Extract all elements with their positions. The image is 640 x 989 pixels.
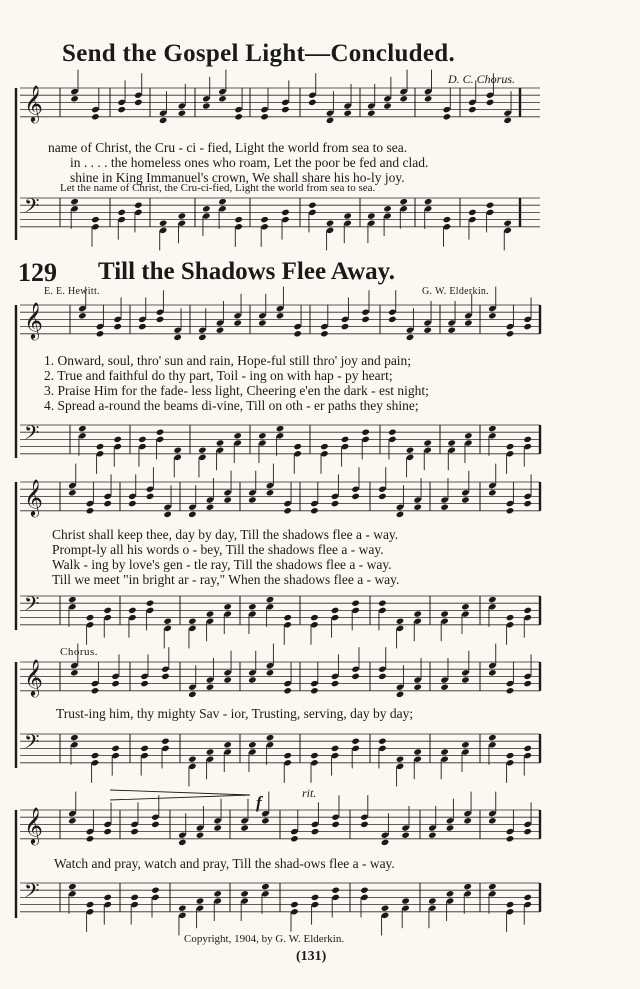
note-head	[461, 603, 470, 610]
note-head	[96, 330, 105, 337]
note-head	[311, 828, 320, 835]
note-head	[293, 330, 302, 337]
note-head	[468, 106, 477, 113]
note-head	[130, 894, 139, 901]
note-head	[86, 507, 95, 514]
note-head	[424, 95, 433, 102]
note-head	[343, 212, 352, 219]
note-head	[341, 323, 350, 330]
note-head	[440, 748, 449, 755]
note-head	[202, 102, 211, 109]
note-head	[283, 752, 292, 759]
note-head	[70, 734, 79, 741]
page-title-top: Send the Gospel Light—Concluded.	[62, 40, 456, 67]
verse-b-line-4: Till we meet "in bright ar - ray," When the shadows flee a - way.	[52, 572, 400, 587]
note-head	[261, 817, 270, 824]
note-head	[188, 618, 197, 625]
note-head	[202, 205, 211, 212]
chorus-line-b: Watch and pray, watch and pray, Till the shad-ows flee a - way.	[54, 856, 395, 871]
note-head	[140, 745, 149, 752]
note-head	[310, 687, 319, 694]
note-head	[173, 334, 182, 341]
note-head	[378, 600, 387, 607]
treble-clef-icon: 𝄞	[24, 478, 43, 516]
treble-clef-icon: 𝄞	[24, 301, 43, 339]
note-head	[134, 99, 143, 106]
note-head	[70, 95, 79, 102]
note-head	[134, 202, 143, 209]
note-head	[68, 817, 77, 824]
note-head	[156, 316, 165, 323]
note-head	[70, 669, 79, 676]
note-head	[91, 752, 100, 759]
note-head	[240, 824, 249, 831]
note-head	[428, 897, 437, 904]
note-head	[86, 901, 95, 908]
note-head	[413, 748, 422, 755]
note-head	[258, 319, 267, 326]
note-head	[523, 323, 532, 330]
note-head	[523, 680, 532, 687]
note-head	[446, 824, 455, 831]
note-head	[206, 748, 215, 755]
note-head	[138, 436, 147, 443]
note-head	[506, 443, 515, 450]
note-head	[261, 883, 270, 890]
note-head	[178, 212, 187, 219]
note-head	[248, 603, 257, 610]
note-head	[111, 680, 120, 687]
note-head	[223, 741, 232, 748]
crescendo-hairpin	[110, 790, 250, 800]
note-head	[223, 676, 232, 683]
note-head	[78, 425, 87, 432]
note-head	[198, 447, 207, 454]
note-head	[68, 489, 77, 496]
note-head	[68, 596, 77, 603]
note-head	[320, 330, 329, 337]
treble-clef-icon: 𝄞	[24, 84, 43, 122]
note-head	[406, 447, 415, 454]
note-head	[156, 429, 165, 436]
note-head	[331, 821, 340, 828]
note-head	[146, 600, 155, 607]
note-head	[383, 102, 392, 109]
note-head	[218, 198, 227, 205]
note-head	[163, 618, 172, 625]
note-head	[423, 327, 432, 334]
note-head	[310, 752, 319, 759]
note-head	[188, 691, 197, 698]
note-head	[103, 500, 112, 507]
note-head	[103, 894, 112, 901]
note-head	[234, 113, 243, 120]
verse-b-line-3: Walk - ing by love's gen - tle ray, Till the shadows flee a - way.	[52, 557, 392, 572]
note-head	[68, 883, 77, 890]
note-head	[331, 607, 340, 614]
note-head	[506, 687, 515, 694]
note-head	[206, 504, 215, 511]
note-head	[111, 745, 120, 752]
note-head	[488, 817, 497, 824]
note-head	[128, 500, 137, 507]
note-head	[178, 839, 187, 846]
note-head	[146, 493, 155, 500]
note-head	[188, 511, 197, 518]
note-head	[331, 745, 340, 752]
note-head	[360, 821, 369, 828]
note-head	[378, 673, 387, 680]
note-head	[113, 436, 122, 443]
note-head	[159, 117, 168, 124]
note-head	[446, 890, 455, 897]
note-head	[396, 618, 405, 625]
note-head	[351, 493, 360, 500]
note-head	[258, 432, 267, 439]
composer: G. W. Elderkin.	[422, 286, 489, 297]
note-head	[486, 202, 495, 209]
note-head	[523, 607, 532, 614]
note-head	[351, 600, 360, 607]
note-head	[151, 887, 160, 894]
note-head	[213, 890, 222, 897]
note-head	[276, 312, 285, 319]
note-head	[388, 429, 397, 436]
note-head	[331, 680, 340, 687]
note-head	[117, 106, 126, 113]
note-head	[140, 680, 149, 687]
note-head	[423, 439, 432, 446]
dynamic-rit: rit.	[302, 786, 317, 800]
note-head	[523, 500, 532, 507]
treble-clef-icon: 𝄞	[24, 806, 43, 844]
note-head	[163, 511, 172, 518]
page-number: (131)	[296, 949, 327, 964]
note-head	[290, 835, 299, 842]
note-head	[447, 327, 456, 334]
top-verse-line-1: name of Christ, the Cru - ci - fied, Light the world from sea to sea.	[48, 140, 408, 155]
note-head	[360, 887, 369, 894]
note-head	[396, 511, 405, 518]
note-head	[216, 327, 225, 334]
note-head	[311, 894, 320, 901]
note-head	[138, 323, 147, 330]
treble-clef-icon: 𝄞	[24, 658, 43, 696]
note-head	[401, 897, 410, 904]
note-head	[424, 198, 433, 205]
note-head	[428, 832, 437, 839]
note-head	[117, 209, 126, 216]
note-head	[440, 504, 449, 511]
verse-a-line-1: 1. Onward, soul, thro' sun and rain, Hope-ful still thro' joy and pain;	[44, 353, 412, 368]
note-head	[283, 614, 292, 621]
note-head	[213, 824, 222, 831]
note-head	[178, 905, 187, 912]
note-head	[440, 610, 449, 617]
note-head	[86, 835, 95, 842]
note-head	[399, 198, 408, 205]
note-head	[266, 596, 275, 603]
note-head	[266, 669, 275, 676]
verse-a-line-4: 4. Spread a-round the beams di-vine, Till on oth - er paths they shine;	[44, 398, 419, 413]
bass-clef-icon: 𝄢	[24, 879, 40, 907]
note-head	[310, 614, 319, 621]
note-head	[223, 496, 232, 503]
verse-a-line-3: 3. Praise Him for the fade- less light, Cheering e'en the dark - est night;	[44, 383, 429, 398]
note-head	[351, 673, 360, 680]
note-head	[283, 507, 292, 514]
note-head	[413, 684, 422, 691]
note-head	[218, 95, 227, 102]
note-head	[488, 883, 497, 890]
note-head	[447, 439, 456, 446]
copyright-notice: Copyright, 1904, by G. W. Elderkin.	[184, 933, 345, 945]
note-head	[461, 741, 470, 748]
note-head	[173, 447, 182, 454]
note-head	[161, 738, 170, 745]
note-head	[151, 821, 160, 828]
note-head	[260, 216, 269, 223]
note-head	[233, 319, 242, 326]
note-head	[378, 493, 387, 500]
note-head	[523, 436, 532, 443]
note-head	[506, 614, 515, 621]
chorus-label: Chorus.	[60, 646, 99, 658]
note-head	[196, 832, 205, 839]
note-head	[103, 607, 112, 614]
note-head	[486, 99, 495, 106]
note-head	[396, 756, 405, 763]
note-head	[159, 220, 168, 227]
note-head	[503, 117, 512, 124]
verse-b-line-1: Christ shall keep thee, day by day, Till the shadows flee a - way.	[52, 527, 399, 542]
note-head	[103, 828, 112, 835]
note-head	[281, 209, 290, 216]
note-head	[523, 745, 532, 752]
note-head	[506, 901, 515, 908]
note-head	[399, 95, 408, 102]
note-head	[383, 205, 392, 212]
note-head	[378, 738, 387, 745]
note-head	[367, 212, 376, 219]
note-head	[91, 687, 100, 694]
note-head	[188, 756, 197, 763]
note-head	[396, 691, 405, 698]
note-head	[308, 99, 317, 106]
note-head	[343, 110, 352, 117]
top-verse-line-3: shine in King Immanuel's crown, We shall share his ho-ly joy.	[70, 170, 405, 185]
note-head	[234, 216, 243, 223]
note-head	[130, 828, 139, 835]
note-head	[281, 106, 290, 113]
note-head	[248, 741, 257, 748]
note-head	[266, 734, 275, 741]
note-head	[248, 496, 257, 503]
note-head	[326, 117, 335, 124]
dynamic-forte: f	[256, 793, 262, 812]
note-head	[326, 220, 335, 227]
note-head	[361, 316, 370, 323]
note-head	[506, 752, 515, 759]
note-head	[206, 684, 215, 691]
note-head	[506, 507, 515, 514]
note-head	[381, 905, 390, 912]
note-head	[276, 425, 285, 432]
note-head	[293, 443, 302, 450]
note-head	[351, 738, 360, 745]
note-head	[331, 500, 340, 507]
bass-clef-icon: 𝄢	[24, 592, 40, 620]
note-head	[196, 897, 205, 904]
note-head	[488, 669, 497, 676]
note-head	[413, 504, 422, 511]
note-head	[463, 817, 472, 824]
note-head	[91, 113, 100, 120]
hymn-title: Till the Shadows Flee Away.	[98, 258, 396, 285]
note-head	[413, 610, 422, 617]
note-head	[128, 607, 137, 614]
bass-clef-icon: 𝄢	[24, 730, 40, 758]
top-verse-line-2: in . . . . the homeless ones who roam, Let the poor be fed and clad.	[70, 155, 429, 170]
note-head	[86, 614, 95, 621]
note-head	[381, 839, 390, 846]
note-head	[463, 883, 472, 890]
bass-clef-icon: 𝄢	[24, 421, 40, 449]
lyricist: E. E. Hewitt.	[44, 286, 100, 297]
note-head	[78, 312, 87, 319]
note-head	[113, 323, 122, 330]
note-head	[468, 209, 477, 216]
note-head	[341, 436, 350, 443]
note-head	[523, 894, 532, 901]
note-head	[506, 330, 515, 337]
note-head	[283, 687, 292, 694]
note-head	[310, 507, 319, 514]
note-head	[488, 425, 497, 432]
note-head	[206, 610, 215, 617]
top-bass-lyric: Let the name of Christ, the Cru-ci-fied, Light the world from sea to sea.	[60, 182, 376, 194]
note-head	[523, 828, 532, 835]
note-head	[223, 603, 232, 610]
chorus-line-a: Trust-ing him, thy mighty Sav - ior, Trusting, serving, day by day;	[56, 706, 414, 721]
note-head	[161, 673, 170, 680]
verse-b-line-2: Prompt-ly all his words o - bey, Till the shadows flee a - way.	[52, 542, 384, 557]
note-head	[198, 334, 207, 341]
note-head	[443, 216, 452, 223]
note-head	[488, 312, 497, 319]
hymn-number: 129	[18, 258, 57, 287]
note-head	[461, 676, 470, 683]
note-head	[388, 316, 397, 323]
note-head	[461, 496, 470, 503]
note-head	[464, 432, 473, 439]
note-head	[240, 890, 249, 897]
verse-a-line-2: 2. True and faithful do thy part, Toil - ing on with hap - py heart;	[44, 368, 393, 383]
note-head	[488, 489, 497, 496]
note-head	[91, 216, 100, 223]
note-head	[216, 439, 225, 446]
note-head	[96, 443, 105, 450]
note-head	[331, 887, 340, 894]
note-head	[488, 596, 497, 603]
note-head	[440, 684, 449, 691]
note-head	[503, 220, 512, 227]
bass-clef-icon: 𝄢	[24, 194, 40, 222]
note-head	[178, 110, 187, 117]
note-head	[464, 319, 473, 326]
note-head	[233, 432, 242, 439]
note-head	[70, 198, 79, 205]
note-head	[266, 489, 275, 496]
note-head	[361, 429, 370, 436]
dc-chorus-marking: D. C. Chorus.	[448, 72, 516, 86]
note-head	[367, 110, 376, 117]
note-head	[506, 835, 515, 842]
note-head	[248, 676, 257, 683]
note-head	[320, 443, 329, 450]
note-head	[488, 734, 497, 741]
note-head	[401, 832, 410, 839]
note-head	[260, 113, 269, 120]
note-head	[290, 901, 299, 908]
note-head	[308, 202, 317, 209]
note-head	[406, 334, 415, 341]
note-head	[443, 113, 452, 120]
